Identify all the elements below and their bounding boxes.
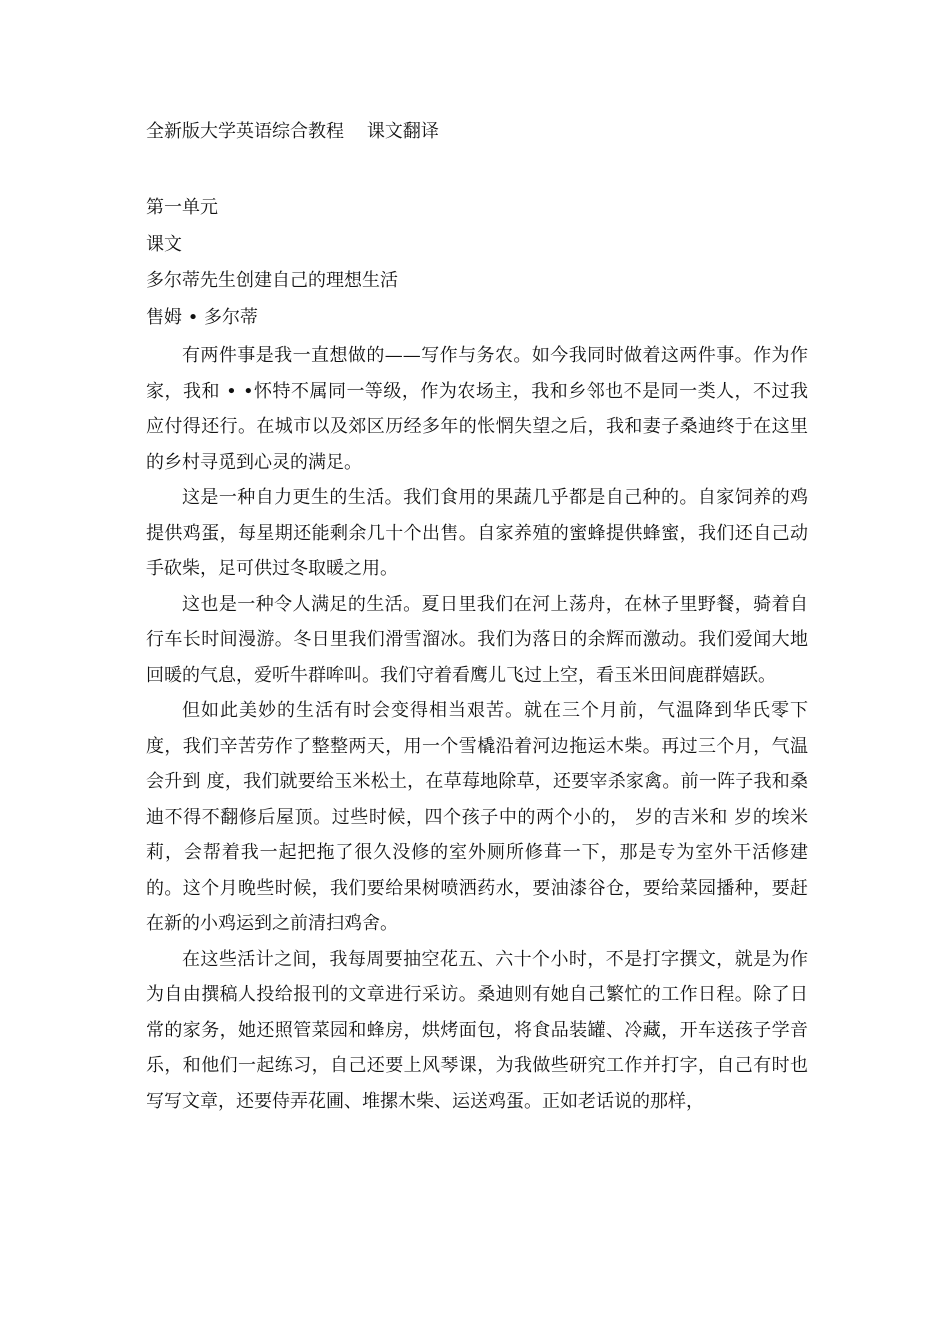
article-author: 售姆 • 多尔蒂 [146, 307, 259, 328]
paragraph-2: 这是一种自力更生的生活。我们食用的果蔬几乎都是自己种的。自家饲养的鸡提供鸡蛋，每星期还能剩余几十个出售。自家养殖的蜜蜂提供蜂蜜，我们还自己动手砍柴，足可供过冬取暖之用。 [146, 487, 808, 579]
paragraph-5: 在这些活计之间，我每周要抽空花五、六十个小时，不是打字撰文，就是为作为自由撰稿人投给报刊的文章进行采访。桑迪则有她自己繁忙的工作日程。除了日常的家务，她还照管菜园和蜂房，烘烤面包，将食品装罐、冷藏，开车送孩子学音乐，和他们一起练习，自己还要上风琴课，为我做些研究工作并打字，自己有时也写写文章，还要侍弄花圃、堆摞木柴、运送鸡蛋。正如老话说的那样， [146, 948, 808, 1112]
article-title: 多尔蒂先生创建自己的理想生活 [146, 270, 398, 291]
article-body [146, 338, 808, 1119]
paragraph-4: 但如此美妙的生活有时会变得相当艰苦。就在三个月前，气温降到华氏零下 度，我们辛苦劳作了整整两天，用一个雪橇沿着河边拖运木柴。再过三个月，气温会升到 度，我们就要给玉米松土，在草莓地除草，还要宰杀家禽。前一阵子我和桑迪不得不翻修后屋顶。过些时候，四个孩子中的两个小的， 岁的吉米和 岁的埃米莉，会帮着我一起把拖了很久没修的室外厕所修葺一下，那是专为室外干活修建的。这个月晚些时候，我们要给果树喷洒药水，要油漆谷仓，要给菜园播种，要赶在新的小鸡运到之前清扫鸡舍。 [146, 700, 808, 934]
section-heading: 课文 [146, 234, 182, 255]
unit-heading: 第一单元 [146, 197, 218, 218]
paragraph-1: 有两件事是我一直想做的——写作与务农。如今我同时做着这两件事。作为作家，我和 • •怀特不属同一等级，作为农场主，我和乡邻也不是同一类人，不过我应付得还行。在城市以及郊区历经多年的怅惘失望之后，我和妻子桑迪终于在这里的乡村寻觅到心灵的满足。 [146, 345, 808, 473]
paragraph-3: 这也是一种令人满足的生活。夏日里我们在河上荡舟，在林子里野餐，骑着自行车长时间漫游。冬日里我们滑雪溜冰。我们为落日的余辉而激动。我们爱闻大地回暖的气息，爱听牛群哞叫。我们守着看鹰儿飞过上空，看玉米田间鹿群嬉跃。 [146, 593, 808, 686]
document-title: 全新版大学英语综合教程 课文翻译 [146, 121, 439, 142]
